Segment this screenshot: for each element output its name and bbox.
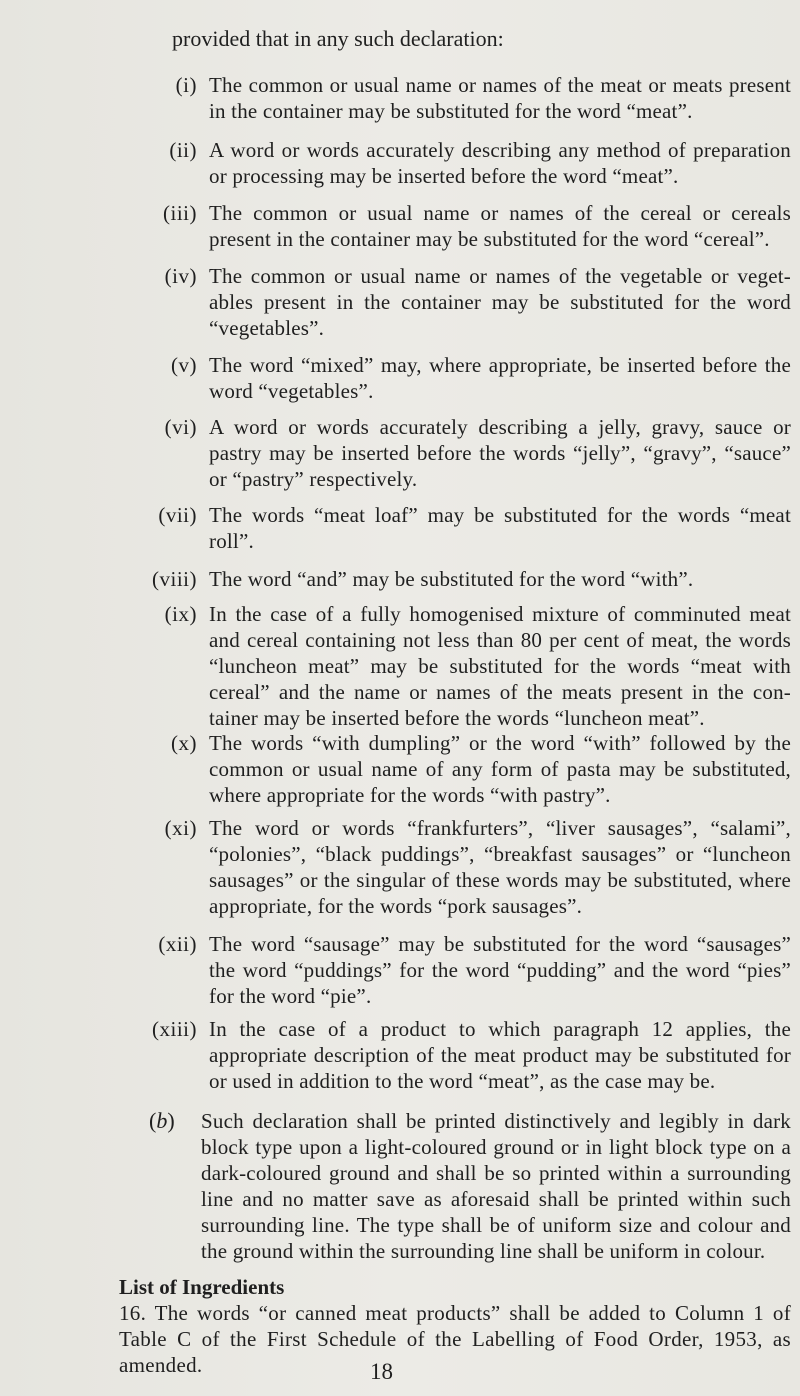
item-text: The word “and” may be substituted for the word “with”. <box>209 567 694 591</box>
item-numeral: (vii) <box>158 503 197 527</box>
item-text: A word or words accurately describing any method of preparation or processing may be inserted before the word “meat”. <box>209 138 791 188</box>
item-text: The common or usual name or names of the vegetable or veget-ables present in the container may be substituted for the word “vegetables”. <box>209 264 791 340</box>
paragraph-b-text: Such declaration shall be printed distinctively and legibly in dark block type upon a light-coloured ground or in light block type on a dark-coloured ground and shall be so printed within a surrounding line and no matter save as aforesaid shall be printed within such surrounding line. The type shall be of uniform size and colour and the ground within the surrounding line shall be uniform in colour. <box>201 1109 791 1263</box>
item-numeral: (ii) <box>169 138 197 162</box>
item-numeral: (i) <box>175 73 197 97</box>
intro-line: provided that in any such declaration: <box>172 26 504 51</box>
item-text: The words “meat loaf” may be substituted for the words “meat roll”. <box>209 503 791 553</box>
item-text: In the case of a fully homogenised mixture of comminuted meat and cereal containing not less than 80 per cent of meat, the words “luncheon meat” may be substituted for the words “meat with cereal” and the name or names of the meats present in the con-tainer may be inserted before the words “luncheon meat”. <box>209 602 791 730</box>
item-text: The word “sausage” may be substituted for the word “sausages” the word “puddings” for the word “pudding” and the word “pies” for the word “pie”. <box>209 932 791 1008</box>
paragraph-b-label: (b) <box>149 1108 175 1133</box>
section-heading: List of Ingredients <box>119 1275 285 1299</box>
item-numeral: (xiii) <box>152 1017 197 1041</box>
paragraph-16: 16. The words “or canned meat products” shall be added to Column 1 of Table C of the First Schedule of the Labelling of Food Order, 1953, as amended. <box>119 1301 791 1377</box>
item-text: In the case of a product to which paragraph 12 applies, the appropriate description of the meat product may be substituted for or used in addition to the word “meat”, as the case may be. <box>209 1017 791 1093</box>
item-text: The word or words “frankfurters”, “liver sausages”, “salami”, “polonies”, “black puddings”, “breakfast sausages” or “luncheon sausages” or the singular of these words may be substituted, where appropriate, for the words “pork sausages”. <box>209 816 791 918</box>
item-text: The common or usual name or names of the cereal or cereals present in the container may be substituted for the word “cereal”. <box>209 201 791 251</box>
item-numeral: (iv) <box>164 264 197 288</box>
item-numeral: (vi) <box>164 415 197 439</box>
item-text: The words “with dumpling” or the word “with” followed by the common or usual name of any form of pasta may be substituted, where appropriate for the words “with pastry”. <box>209 731 791 807</box>
item-numeral: (ix) <box>164 602 197 626</box>
item-numeral: (xii) <box>158 932 197 956</box>
item-numeral: (iii) <box>163 201 197 225</box>
page-number: 18 <box>370 1359 393 1384</box>
item-numeral: (v) <box>171 353 197 377</box>
item-numeral: (x) <box>171 731 197 755</box>
item-text: A word or words accurately describing a jelly, gravy, sauce or pastry may be inserted before the words “jelly”, “gravy”, “sauce” or “pastry” respectively. <box>209 415 791 491</box>
item-numeral: (xi) <box>164 816 197 840</box>
item-text: The word “mixed” may, where appropriate, be inserted before the word “vegetables”. <box>209 353 791 403</box>
item-numeral: (viii) <box>152 567 197 591</box>
item-text: The common or usual name or names of the meat or meats present in the container may be substituted for the word “meat”. <box>209 73 791 123</box>
